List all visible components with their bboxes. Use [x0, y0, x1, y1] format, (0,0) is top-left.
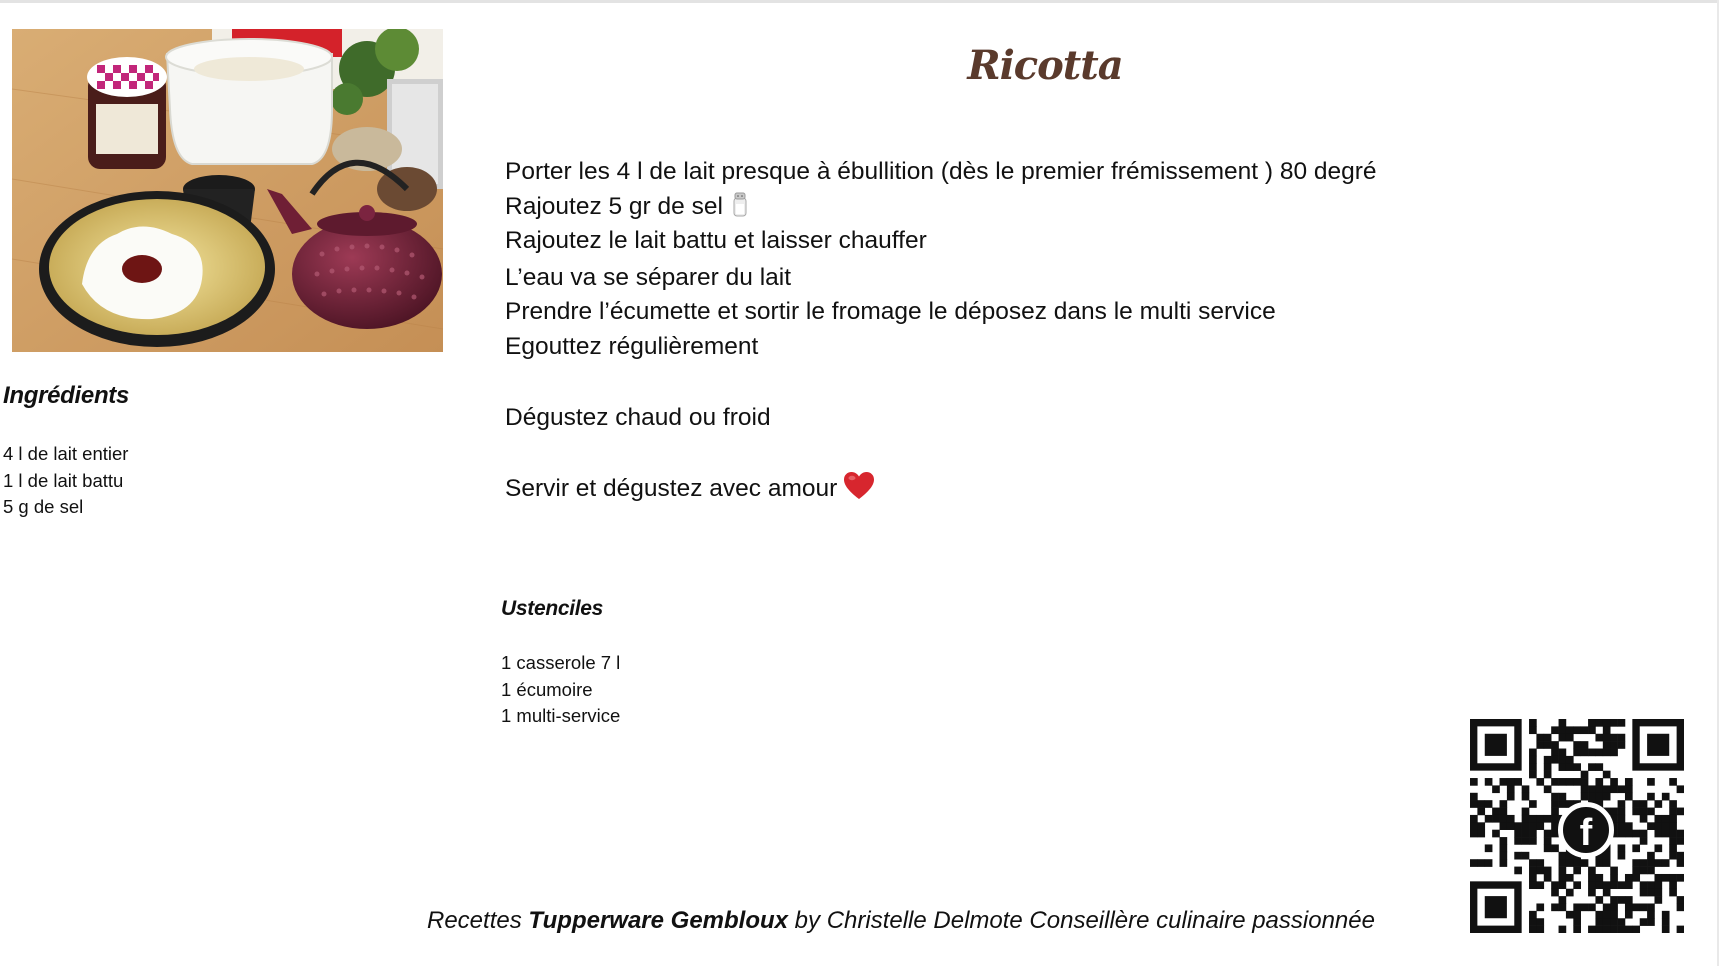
step-line	[505, 401, 1377, 436]
utensil-item: 1 multi-service	[501, 705, 621, 726]
footer-credit	[427, 907, 1375, 935]
utensil-item: 1 écumoire	[501, 678, 593, 700]
utensil-item: 1 casserole 7 l	[501, 652, 621, 673]
step-line	[505, 471, 1377, 507]
step-text: Dégustez chaud ou froid	[505, 403, 771, 431]
step-text: Rajoutez le lait battu et laisser chauffer	[505, 227, 927, 255]
footer-suffix: by Christelle Delmote Conseillère culinaire passionnée	[788, 907, 1375, 934]
step-text: L’eau va se séparer du lait	[505, 263, 792, 291]
recipe-steps	[505, 155, 1377, 507]
step-text: Prendre l’écumette et sortir le fromage le déposez dans le multi service	[505, 298, 1276, 326]
facebook-icon: f	[1558, 802, 1614, 858]
step-text: Porter les 4 l de lait presque à ébullition (dès le premier frémissement ) 80 degré	[505, 158, 1377, 185]
utensils-list	[501, 650, 620, 730]
step-line	[505, 155, 1377, 190]
step-line	[505, 261, 1377, 296]
step-line	[505, 330, 1377, 365]
recipe-title: Ricotta	[967, 42, 1123, 89]
top-border	[0, 0, 1719, 3]
ingredient-item: 4 l de lait entier	[3, 443, 129, 464]
footer-prefix: Recettes	[427, 907, 529, 934]
recipe-photo	[12, 29, 443, 352]
ingredient-item: 5 g de sel	[3, 496, 84, 517]
ingredient-item: 1 l de lait battu	[3, 469, 124, 491]
ingredients-heading: Ingrédients	[3, 382, 130, 409]
step-line	[505, 190, 1377, 225]
qr-code[interactable]	[1470, 719, 1684, 933]
red-heart-icon	[843, 471, 875, 501]
salt-shaker-icon	[733, 192, 747, 217]
step-text: Servir et dégustez avec amour	[505, 475, 838, 503]
step-text: Egouttez régulièrement	[505, 332, 759, 360]
utensils-heading: Ustenciles	[501, 597, 604, 620]
step-line	[505, 295, 1377, 330]
ingredients-list	[3, 441, 128, 521]
footer-brand: Tupperware Gembloux	[528, 907, 789, 934]
step-text: Rajoutez 5 gr de sel	[505, 192, 723, 220]
step-line	[505, 224, 1377, 259]
